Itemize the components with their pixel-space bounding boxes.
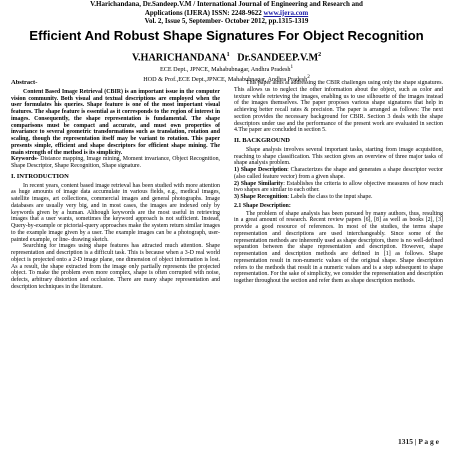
- abstract-heading: Abstract-: [11, 80, 38, 86]
- journal-citation-line-2: [0, 9, 453, 18]
- task-item-3: 3) Shape Recognition: Labels the class to the input shape.: [234, 194, 373, 200]
- abstract-text: Content Based Image Retrieval (CBIR) is an important issue in the computer vision community. Both visual and textual descriptions are employed when the user formulates his queries. Shape feature is one of the most important visual features. The shape feature is essential as it corresponds to the region of interest in images. Consequently, the shape representation is fundamental. The shape comparisons must be compact and accurate, and must own properties of invariance to several geometric transformations such as translation, rotation and scaling, though the representation itself may be variant to rotation. This paper presents simple, efficient and shape descriptors for efficient shape mining. The main strength of the method is its simplicity.: [11, 88, 220, 156]
- left-column: [11, 80, 220, 430]
- keywords-text: Distance mapping, Image mining, Moment invariance, Object Recognition, Shape Descriptor, Shape Recognition, Shape signature.: [11, 156, 220, 169]
- journal-citation-line-3: Vol. 2, Issue 5, September- October 2012, pp.1315-1319: [144, 17, 309, 25]
- paper-title: Efficient And Robust Shape Signatures For Object Recognition: [29, 27, 424, 43]
- journal-citation-line-1: V.Harichandana, Dr.Sandeep.V.M / International Journal of Engineering and Research and: [90, 0, 363, 8]
- journal-header: [0, 0, 453, 26]
- author-2-sup: 2: [318, 51, 322, 58]
- introduction-paragraph-2: Searching for images using shape features has attracted much attention. Shape representation and description is a difficult task. This is because when a 3-D real world object is projected onto a 2-D image plane, one dimension of object information is lost. As a result, the shape extracted from the image only partially represents the projected object. To make the problem even more complex, shape is often corrupted with noise, defects, arbitrary distortion and occlusion. There are many shape representation and description techniques in the literature.: [11, 243, 220, 290]
- affiliation-2: HOD & Prof.,ECE Dept.,JPNCE, Mahabubnagar, Andhra Pradesh$^2$: [143, 73, 310, 83]
- author-1: V.HARICHANDANA: [131, 51, 227, 63]
- task-item-1: 1) Shape Description: Characterizes the shape and generates a shape descriptor vector (also called feature vector) from a given shape.: [234, 167, 443, 180]
- shape-description-heading: 2.1 Shape Description:: [234, 202, 291, 209]
- two-column-body: [11, 80, 443, 430]
- journal-url-link[interactable]: www.ijera.com: [263, 8, 309, 17]
- page-number-footer: 1315 | P a g e: [397, 437, 439, 446]
- introduction-paragraph-1: In recent years, content based image retrieval has been studied with more attention as huge amounts of image data accumulate in various fields, e.g., medical images, satellite images, art collections, commercial images and general photographs. Image databases are usually very big, and in most cases, the images are indexed only by keywords given by a human. Although keywords are the most useful in retrieving images that a user wants, sometimes the keyword approach is not sufficient. Instead, Query-by-example or pictorial-query approaches make the system return similar images to the example image given by a user. The example images can be a photograph, user-painted example, or line- drawing sketch.: [11, 182, 220, 243]
- background-heading: II. BACKGROUND: [234, 137, 290, 144]
- keywords-heading: Keywords-: [11, 156, 39, 163]
- shape-description-paragraph: The problem of shape analysis has been pursued by many authors, thus, resulting in a great amount of research. Recent review papers [6], [8] as well as books [2], [3] provide a good resource of references. In most of the studies, the terms shape representation and descriptions are used interchangeably. Since some of the representation methods are inherently used as shape descriptors, there is no well-defined separation between the shape representation and description. However, shape representation and description methods are defined in [1] as follows. Shape representation result in non-numeric values of the original shape. Shape description refers to the methods that result in a numeric values and is a step subsequent to shape representation. For the sake of simplicity, we consider the representation and description together throughout the section and refer them as shape description methods.: [234, 210, 443, 284]
- author-line: [0, 49, 453, 64]
- intro-continued-paragraph: This paper aims at addressing the CBIR challenges using only the shape signatures. This allows us to neglect the other information about the object, such as color and texture while retrieving the images, enabling us to use silhouette of the images instead of the images themselves. The paper proposes various shape signatures that help in achieving better recall rates & precision. The paper is arranged as follows: The next section provides the necessary background for CBIR. Section 3 deals with the shape descriptors under use and the performance of the present work are evaluated in section 4.The paper are concluded in section 5.: [234, 80, 443, 134]
- journal-issn: Applications (IJERA) ISSN: 2248-9622: [144, 8, 262, 17]
- keywords: [11, 156, 220, 170]
- author-2: Dr.SANDEEP.V.M: [237, 51, 319, 63]
- right-column: [234, 80, 443, 430]
- author-1-sup: 1: [226, 51, 230, 58]
- affiliation-1: ECE Dept., JPNCE, Mahabubnagar, Andhra Pradesh$^1$: [159, 63, 294, 73]
- background-paragraph: Shape analysis involves several important tasks, starting from image acquisition, reaching to shape classification. This section gives an overview of three major tasks of shape analysis problem.: [234, 146, 443, 167]
- task-item-2: 2) Shape Similarity: Establishes the criteria to allow objective measures of how much two shapes are similar to each other.: [234, 180, 443, 194]
- introduction-heading: I. INTRODUCTION: [11, 172, 69, 180]
